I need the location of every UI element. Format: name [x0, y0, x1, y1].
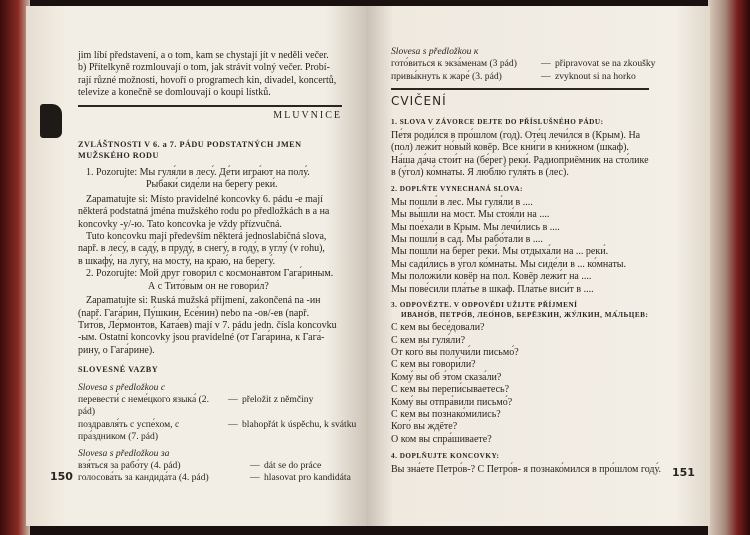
- text-line: 2. Pozorujte: Мой друг говори́л с космона́втом Гага́риным.: [86, 268, 334, 280]
- verb-row: [391, 58, 663, 70]
- text-line: рину, о Гага́рине).: [78, 344, 155, 356]
- text-line: -ым. Ostatní koncovky jsou pravidelné (от Гага́рина, к Гага́-: [78, 332, 325, 344]
- group-label: Slovesa s předložkou к: [391, 46, 479, 57]
- dash: —: [250, 472, 260, 484]
- text-line: Zapamatujte si: Ruská mužská příjmení, zakončená na -ин: [86, 295, 321, 307]
- heading-line: ИВАНО́В, ПЕТРО́В, ЛЕО́НОВ, БЕРЁЗКИН, ЖУ́ЛКИН, МА́ЛЬЦЕВ:: [401, 310, 649, 319]
- text-line: С кем вы гуля́ли?: [391, 334, 466, 346]
- text-line: Кому́ вы отпра́вили письмо́?: [391, 396, 513, 408]
- verb-row: [78, 419, 358, 444]
- exercise-2-text: [391, 197, 663, 296]
- text-line: (např. Гага́рин, Пу́шкин, Есе́нин) nebo na -ов/-ев (např.: [78, 307, 310, 319]
- text-line: С кем вы перепи́сываетесь?: [391, 384, 510, 396]
- verb-table-c: [78, 382, 358, 485]
- russian-verb: голосова́ть за кандида́та (4. pád): [78, 472, 209, 484]
- text-line: Рыбаки́ сиде́ли на берегу́ реки́.: [146, 179, 278, 191]
- text-line: Мы пошли́ на бе́рег реки́. Мы отдыха́ли на ... реки́.: [391, 246, 609, 258]
- text-line: С кем вы познако́мились?: [391, 408, 501, 420]
- text-line: Пе́тя роди́лся в про́шлом (год). Оте́ц лечи́лся в (Крым). На: [391, 129, 641, 141]
- text-line: Zapamatujte si: Místo pravidelné koncovky 6. pádu -e mají: [86, 193, 323, 205]
- group-label: Slovesa s předložkou с: [78, 381, 166, 393]
- text-line: Мы пошли́ в сад. Мы рабо́тали в ....: [391, 234, 543, 246]
- czech-translation: připravovat se na zkoušky: [555, 58, 656, 70]
- russian-verb: взя́ться за рабо́ту (4. pád): [78, 460, 181, 472]
- czech-translation: dát se do práce: [264, 460, 322, 472]
- exercise-4-title: 4. DOPLŇUJTE KONCOVKY:: [391, 452, 500, 461]
- russian-verb: поздравля́ть с успе́хом, с пра́здником (7. pád): [78, 418, 180, 443]
- text-line: některá podstatná jména mužského rodu po předložkách в a на: [78, 206, 330, 218]
- text-line: Кому́ вы об э́том сказа́ли?: [391, 371, 502, 383]
- exercise-1-title: 1. SLOVA V ZÁVORCE DEJTE DO PŘÍSLUŠNÉHO PÁDU:: [391, 118, 604, 127]
- verb-row: [78, 472, 358, 484]
- text-line: Мы пове́сили пла́тье в шкаф. Пла́тье виси́т в ....: [391, 283, 594, 295]
- text-line: О ком вы спра́шиваете?: [391, 433, 492, 445]
- text-line: Мы сади́лись в у́гол ко́мнаты. Мы сиде́ли в ... ко́мнаты.: [391, 258, 627, 270]
- text-line: b) Přítelkyně rozmlouvají o tom, jak strávit volný večer. Probí-: [78, 62, 330, 74]
- heading-line: MUŽSKÉHO RODU: [78, 150, 159, 160]
- heading-line: 3. ODPOVĚZTE. V ODPOVĚDI UŽIJTE PŘÍJMENÍ: [391, 301, 578, 310]
- czech-translation: přeložit z němčiny: [242, 394, 314, 406]
- text-line: (пол) лежи́т но́вый ковёр. Все кни́ги в кни́жном (шкаф).: [391, 142, 629, 154]
- text-line: např. в лесу́, в саду́, в пруду́, в снегу́, в году́, в углу́ (v rohu),: [78, 243, 325, 255]
- exercise-3-text: [391, 322, 663, 446]
- dash: —: [228, 394, 238, 406]
- dash: —: [541, 58, 551, 70]
- page-number-right: 151: [672, 466, 695, 479]
- czech-translation: hlasovat pro kandidáta: [264, 472, 351, 484]
- page-number-left: 150: [50, 470, 73, 483]
- text-line: А с Тито́вым он не говори́л?: [148, 280, 269, 292]
- text-line: в шкафу́, на лугу́, на мосту́, на краю́, на берегу́.: [78, 255, 276, 267]
- russian-verb: гото́виться к экза́менам (3 pád): [391, 58, 517, 70]
- text-line: Tuto koncovku mají především některá jednoslabičná slova,: [86, 231, 327, 243]
- text-line: Мы пое́хали в Крым. Мы лечи́лись в ....: [391, 221, 560, 233]
- book-edge-right: [708, 0, 750, 535]
- exercise-3-title: [391, 301, 663, 320]
- section-divider: [78, 105, 342, 107]
- russian-verb: привы́кнуть к жаре́ (3. pád): [391, 70, 502, 82]
- heading-line: ZVLÁŠTNOSTI V 6. a 7. PÁDU PODSTATNÝCH JMEN: [78, 140, 302, 150]
- text-line: Тито́в, Ле́рмонтов, Ката́ев) mají v 7. pádu jedn. čísla koncovku: [78, 319, 337, 331]
- text-line: Мы пошли́ в лес. Мы гуля́ли в ....: [391, 196, 533, 208]
- text-line: Мы положи́ли ковёр на пол. Ковёр лежи́т на ....: [391, 271, 592, 283]
- text-line: Кого́ вы ждёте?: [391, 421, 458, 433]
- text-line: От кого́ вы получи́ли письмо́?: [391, 346, 519, 358]
- text-line: в (у́гол) ко́мнаты. Я люблю́ гуля́ть в (лес).: [391, 166, 569, 178]
- verb-row: [391, 71, 663, 83]
- verb-row: [78, 394, 358, 419]
- section-title-mluvnice: MLUVNICE: [273, 109, 342, 121]
- text-line: 1. Pozorujte: Мы гуля́ли в лесу́. Де́ти игра́ют на полу́.: [86, 167, 310, 179]
- dash: —: [250, 460, 260, 472]
- text-line: koncovky -у/-ю. Tato koncovka je vždy přízvučná.: [78, 218, 282, 230]
- text-line: На́ша да́ча стои́т на (бе́рег) реки́. Радиоприёмник на сто́лике: [391, 154, 649, 166]
- grammar-heading: [78, 140, 358, 161]
- intro-paragraph: [78, 50, 358, 100]
- dash: —: [541, 70, 551, 82]
- grammar-text: [78, 167, 358, 357]
- russian-verb: перевести́ с неме́цкого языка́ (2. pád): [78, 394, 209, 418]
- exercise-4-text: Вы зна́ете Петро́в-? С Петро́в- я познако́мился в про́шлом году́.: [391, 463, 662, 475]
- text-line: jim líbí představení, a o tom, kam se chystají jít v neděli večer.: [78, 50, 329, 61]
- exercise-1-text: [391, 130, 663, 180]
- verb-row: [78, 460, 358, 472]
- text-line: С кем вы говори́ли?: [391, 359, 476, 371]
- text-line: С кем вы бесе́довали?: [391, 322, 485, 334]
- decorative-vignette-icon: [40, 104, 62, 138]
- verb-table-k: [391, 46, 663, 83]
- czech-translation: blahopřát k úspěchu, k svátku: [242, 418, 357, 430]
- section-title-cviceni: CVIČENÍ: [391, 94, 447, 109]
- text-line: televize a konečně se domlouvají o koupi lístků.: [78, 87, 271, 99]
- exercise-2-title: 2. DOPLŇTE VYNECHANÁ SLOVA:: [391, 185, 523, 194]
- dash: —: [228, 418, 238, 430]
- text-line: Мы вы́шли на мост. Мы стоя́ли на ....: [391, 209, 550, 221]
- verbs-heading: SLOVESNÉ VAZBY: [78, 365, 159, 375]
- text-line: rají různé možnosti, hovoří o programech kin, divadel, koncertů,: [78, 74, 337, 86]
- left-page-content: [78, 50, 358, 485]
- czech-translation: zvyknout si na horko: [555, 70, 636, 82]
- section-divider: [391, 88, 649, 90]
- right-page-content: [391, 46, 663, 476]
- group-label: Slovesa s předložkou за: [78, 447, 170, 459]
